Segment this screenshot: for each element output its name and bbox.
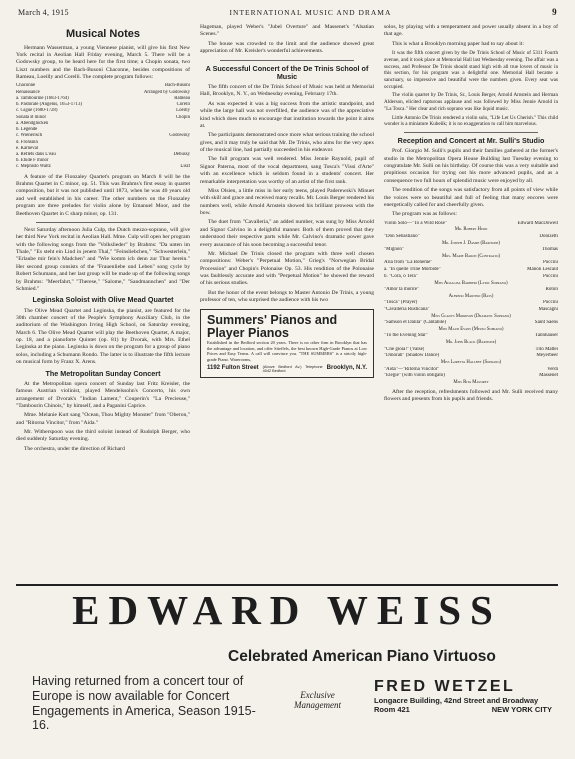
program-row [384, 234, 558, 241]
paragraph: As was expected it was a big success from the artistic standpoint, and while the large hall was not overfilled, the audience was of the appreciative kind which does much to encourage that institution towards the point it aims at. [200, 100, 374, 129]
program-piece: Chaconne [16, 83, 36, 89]
manager-address: Longacre Building, 42nd Street and Broadway [374, 696, 539, 705]
program-composer: Massenet [539, 373, 558, 379]
program-piece: "Don Sebastiano" [384, 233, 420, 239]
paragraph: A feature of the Flonzaley Quartet's program on March 8 will be the Brahms Quartet in C minor, op. 51. This was Brahms's first essay in quartet composition, but it was not published until 1873, when he was 40 years old and well established in his career. The other numbers on the Flonzaley program are three preludes for violin alone by Emanuel Moor, and the Beethoven Quartet in C sharp minor, op. 131. [16, 173, 190, 217]
program-row [384, 353, 558, 360]
paragraph: Hermann Wasserman, a young Viennese pianist, will give his first New York recital in Aeolian Hall Friday evening, March 5. There will be a Godowsky group, to be heard here for the first time; a Chopin sonata, two Liszt numbers and the Bach-Busoni Chaconne, besides compositions of Rameau, Loeilly and Corelli. The complete program follows: [16, 44, 190, 81]
performer: Miss Loretta Halleby (Soprano) [440, 360, 502, 366]
program-piece: Aria from "La Boheme" [384, 260, 433, 266]
sulli-program [384, 221, 558, 387]
program-piece: d. Frohsinn [16, 139, 38, 145]
program-piece: "Mignon" [384, 247, 404, 253]
program-piece: e. Karneval [16, 145, 39, 151]
program-composer: Tito Mattei [535, 346, 558, 352]
column-2 [200, 24, 374, 579]
performer: Mrs. Marie Baron (Contralto) [442, 253, 500, 259]
program-piece: Sonata B minor [16, 114, 47, 120]
performer: Miss Gladys Morrison (Dramatic Soprano) [431, 313, 511, 319]
paragraph: After the reception, refreshments followed and Mr. Sulli received many flowers and presents from his pupils and friends. [384, 388, 558, 402]
program-composer: Corelli [176, 102, 190, 108]
performer: Miss Rita Mavorey [453, 380, 489, 386]
artist-name: EDWARD WEISS [72, 587, 502, 633]
program-piece: "Aida"—"Ritorna Vincitor" [384, 366, 440, 372]
paragraph: Prof. Giorgio M. Sulli's pupils and their families gathered at the former's studio in the Metropolitan Opera House Building last Tuesday evening to congratulate Mr. Sulli on his birthday. Of course this was a very suitable and propitious occasion for trying out his more advanced pupils, and as a consequence two full hours of splendid music were enjoyed by all. [384, 148, 558, 184]
program-composer: Liszt [180, 164, 190, 170]
management-label: Management [294, 700, 341, 711]
quoted-paragraph: The violin quartet by De Trinis, Sr., Louis Berger, Arnold Arnstein and Herman Alderson, elicited rapturous applause and was followed by Miss Jennie Arnold in "La Tosca." Her clear and rich soprano was like liquid music. [384, 92, 558, 112]
program-piece: b. Etude F minor [16, 158, 49, 164]
program-piece: Violin Solo—"To a Wild Rose" [384, 220, 447, 226]
program-piece: a. Abendglocken [16, 120, 49, 126]
program-piece: c. Wienerisch [16, 133, 43, 139]
program-row [384, 274, 558, 281]
performer: Miss Adalgisa Barbieri (Lyric Soprano) [434, 280, 508, 286]
program-piece: b. Legende [16, 127, 38, 133]
program-composer: Arranged by Godowsky [143, 89, 190, 95]
program-row [384, 333, 558, 340]
quoted-paragraph: It was the fifth concert given by the De Trinis School of Music of 5311 Fourth avenue, and it took place at Memorial Hall last Wednesday evening. The affair was a success, and Professor De Trinis should stand high with all true lovers of music in this section, for his program was a delightful one. Memorial Hall became a sanctuary, so impressive and beautiful were the numbers given. Every seat was occupied. [384, 50, 558, 90]
program-composer: Puccini [543, 300, 558, 306]
page-header [18, 6, 557, 18]
program-row [384, 260, 558, 267]
musical-notes-heading: Musical Notes [66, 28, 140, 40]
page-number: 9 [552, 7, 557, 17]
program-composer: Chopin [175, 114, 190, 120]
program-piece: Renaissance [16, 89, 40, 95]
paragraph: The full program was well rendered. Miss Jennie Raynold, pupil of Signor Paterna, most of the vocal department, sang Tosca's "Vissi d'Arte" with an excellence which is seldom found in a students' concert. Her remarkable interpretation was worthy of an artist of the first rank. [200, 156, 374, 185]
summers-pianos-ad [200, 309, 374, 378]
program-composer: Bach-Busoni [164, 83, 190, 89]
performer: Mr. John Black (Baritone) [445, 340, 497, 346]
program-piece: a. Tambourine (1683-1764) [16, 95, 69, 101]
program-composer: Loeilly [176, 108, 190, 114]
paragraph: The house was crowded to the limit and the audience showed great appreciation of Mr. Kreisler's wonderful achievements. [200, 40, 374, 55]
manager-name: FRED WETZEL [374, 678, 516, 695]
program-piece: a. "In quelle Trine Morbide" [384, 267, 441, 273]
program-composer: Meyerbeer [536, 353, 558, 359]
ad-headline: Player Pianos [207, 325, 289, 340]
program-piece: "Che gioia!" (Valse) [384, 346, 425, 352]
column-1 [16, 24, 190, 579]
paragraph: solos, by playing with a temperament and power usually absent in a boy of that age. [384, 24, 558, 38]
performer: Miss Maud Evans (Mezzo Soprano) [438, 327, 504, 332]
manager-city: NEW YORK CITY [491, 705, 552, 715]
ad-headline: Summers' Pianos and [207, 312, 338, 327]
ad-copy: Established in the Bedford section 20 years. There is no other firm in Brooklyn that has the advantage and location, and offer Stieffels, the best known High-Grade Pianos at Low Prices and Easy Terms. A call will convince you. "THE SUMMERS" is a strictly high-grade Piano. Warerooms, [207, 339, 367, 362]
paragraph: Next Saturday afternoon Julia Culp, the Dutch mezzo-soprano, will give her third New York recital in Aeolian Hall. Mme. Culp will open her program with the following songs from the "Volkslieder" by Brahms: "Da unten im Thale," "Es steht ein Lind in jenem Thal," "Feinsliebchen," "Schwesterlein," "Erlaube mir fein's Madchen" and "Wie komm ich denn zur Thur herein." Her second group consists of the "Frauenliebe und Leben" song cycle by Robert Schumann, and her last group will be made up of the following songs by Brahms: "Meerfahrt," "Therese," "Salome," "Sandmannchen" and "Der Schmied." [16, 226, 190, 292]
program-row [384, 320, 558, 327]
divider [220, 60, 354, 61]
program-composer: Saint Saens [534, 320, 558, 326]
publication-title: INTERNATIONAL MUSIC AND DRAMA [229, 7, 392, 17]
manager-room: Room 421 [374, 705, 410, 715]
paragraph: The orchestra, under the direction of Richard [24, 445, 125, 452]
program-piece: c. Mephisto Waltz [16, 164, 51, 170]
paragraph: But the honor of the event belongs to Master Antonio De Trinis, a young professor of ten, who surprised the audience with his two [200, 289, 374, 304]
sulli-heading: Reception and Concert at Mr. Sulli's Studio [397, 136, 545, 146]
paragraph: The Olive Mead Quartet and Leginska, the pianist, are featured for the 30th chamber concert of the People's Symphony Auxiliary Club, in the auditorium of the Washington Irving High School, on Saturday evening, March 6. The Olive Mead Quartet will play the Beethoven Quartet, A major, op. 18, and a pianoforte Quintet (op. 81) by Dvorak, with Mrs. Ethel Leginska at the piano. Leginska is down on the program for a group of piano solos, including a Schumann Rondo. The latter is to illustrate the fifth lecture on musical form by Franz X. Arens. [16, 307, 190, 366]
paragraph: The program was as follows: [392, 211, 457, 218]
issue-date: March 4, 1915 [18, 7, 69, 17]
paragraph: The participants demonstrated once more what serious training the school gives, and it may truly be said that Mr. De Trinis, who aims for the very apex of the musical line, had partially succeeded in his endeavor. [200, 132, 374, 154]
paragraph: Mme. Melanie Kurt sang "Ocean, Thou Mighty Monster" from "Oberon," and "Ritorna Vincitor," from "Aida." [16, 412, 190, 426]
program-piece: "Tosca" (Prayer) [384, 300, 418, 306]
program-composer: Manon Lescaut [527, 267, 558, 273]
sunday-concert-heading: The Metropolitan Sunday Concert [45, 368, 161, 378]
exclusive-management [294, 690, 341, 711]
performer: Alfredo Martino (Bass) [448, 293, 494, 299]
de-trinis-heading: A Successful Concert of the De Trinis School of Music [205, 63, 369, 81]
program-row [384, 267, 558, 274]
program-row [384, 287, 558, 294]
ad-city: Brooklyn, N.Y. [326, 364, 367, 371]
performer: Mr. Robert Hurd [454, 227, 488, 233]
program-composer: Rotoli [545, 287, 558, 293]
manager-block [374, 678, 552, 714]
divider [36, 222, 170, 223]
paragraph: Miss Olsien, a little miss in her early teens, played Paderewski's Minuet with skill and grace and received many recalls. Mr. Louis Berger rendered his numbers well, while Arnold Arnstein showed his brilliant prowess with the bow. [200, 187, 374, 217]
program-row [384, 307, 558, 314]
program-composer: Mascagni [538, 307, 558, 313]
ad-telephone: (Above Bedford Av.) Telephone 4042 Bedford [262, 364, 323, 373]
paragraph: This is what a Brooklyn morning paper had to say about it: [392, 40, 524, 47]
program-composer: Donizetti [539, 233, 558, 239]
wasserman-program [16, 83, 190, 170]
program-piece: c. Gigue (1680-1728) [16, 108, 58, 114]
program-piece: "Elegie" (with violin obligato) [384, 373, 445, 379]
program-row [384, 347, 558, 354]
edward-weiss-ad [16, 584, 558, 752]
paragraph: The fifth concert of the De Trinis School of Music was held at Memorial Hall, Brooklyn, N. Y., on Wednesday evening, February 17th. [200, 84, 374, 98]
exclusive-label: Exclusive [300, 690, 335, 700]
ad-footer [207, 365, 367, 373]
article-columns [16, 24, 558, 579]
program-composer: Edward MacDowell [517, 220, 558, 226]
program-composer: Puccini [543, 260, 558, 266]
paragraph: The rendition of the songs was satisfactory from all points of view while the voices were so beautiful and full of feeling that many encores were energetically called for and cheerfully given. [384, 187, 558, 208]
program-composer: Verdi [547, 366, 558, 372]
paragraph: Hageman, played Weber's "Jubel Overture" and Massenet's "Alsatian Scenes." [200, 24, 374, 38]
paragraph: Mr. Michael De Trinis closed the program with three well chosen compositions: Weber's "Perpetual Motion," Grieg's "Norwegian Bridal Procession" and Chopin's Polonaise Op. 53. His rendition of the Polonaise was faultlessly accurate and with "Perpetual Motion" he showed the reward of his serious studies. [200, 250, 374, 287]
column-3 [384, 24, 558, 579]
program-row [384, 367, 558, 374]
artist-subtitle: Celebrated American Piano Virtuoso [228, 648, 496, 665]
quoted-paragraph: Little Antonio De Trinis rendered a violin solo, "Life Let Us Cherish." This child wonder is a miniature Kubelik; it is no exaggeration to call him marvelous. [384, 114, 558, 128]
program-piece: b. "Cora, o Tera" [384, 273, 418, 279]
leginska-heading: Leginska Soloist with Olive Mead Quartet [32, 295, 174, 305]
program-composer: Godowsky [169, 133, 190, 139]
paragraph: Mr. Witherspoon was the third soloist instead of Rudolph Berger, who died suddenly Saturday evening. [16, 429, 190, 443]
program-row [384, 221, 558, 228]
program-composer: Puccini [543, 273, 558, 279]
program-composer: Rameau [174, 95, 190, 101]
performer: Mr. Joseph J. Dampe (Baritone) [441, 240, 500, 246]
program-row [384, 247, 558, 254]
program-piece: b. Pastorale (Angelus, 1653-1713) [16, 102, 82, 108]
availability-text: Having returned from a concert tour of Europe is now available for Concert Engagements in America, Season 1915-16. [32, 674, 256, 733]
program-piece: "Dinorah" (Shadow Dance) [384, 353, 440, 359]
manager-room-row [374, 705, 552, 714]
program-piece: "Samson et Dalila" (Cantabile) [384, 320, 446, 326]
program-composer: Tannhauser [535, 333, 558, 339]
program-composer: Debussy [173, 151, 190, 157]
program-piece: "To the Evening Star" [384, 333, 428, 339]
program-piece: "Cavalleria Rusticana" [384, 307, 430, 313]
program-row [384, 373, 558, 380]
paragraph: The duet from "Cavalleria," an added number, was sung by Miss Arnold and Signor Calvino in a delightful manner. Both of them proved that they understood their respective parts while Mr. Calvino's dramatic power gave every assurance of his soon becoming a successful tenor. [200, 219, 374, 248]
ad-address: 1192 Fulton Street [207, 364, 259, 371]
program-row [384, 300, 558, 307]
program-composer: Thomas [541, 247, 558, 253]
program-piece: "Amor ta morire" [384, 287, 420, 293]
program-piece: a. Reflets dans L'eau [16, 151, 56, 157]
divider [404, 132, 538, 133]
program-row [16, 164, 190, 170]
paragraph: At the Metropolitan opera concert of Sunday last Fritz Kreisler, the famous Austrian violinist, played Mendelssohn's Concerto, his own arrangement of Dvorak's "Indian Lament," Couperin's "La Precieuse," "Tambourin Chinois," by himself, and a Paganini Caprice. [16, 380, 190, 409]
